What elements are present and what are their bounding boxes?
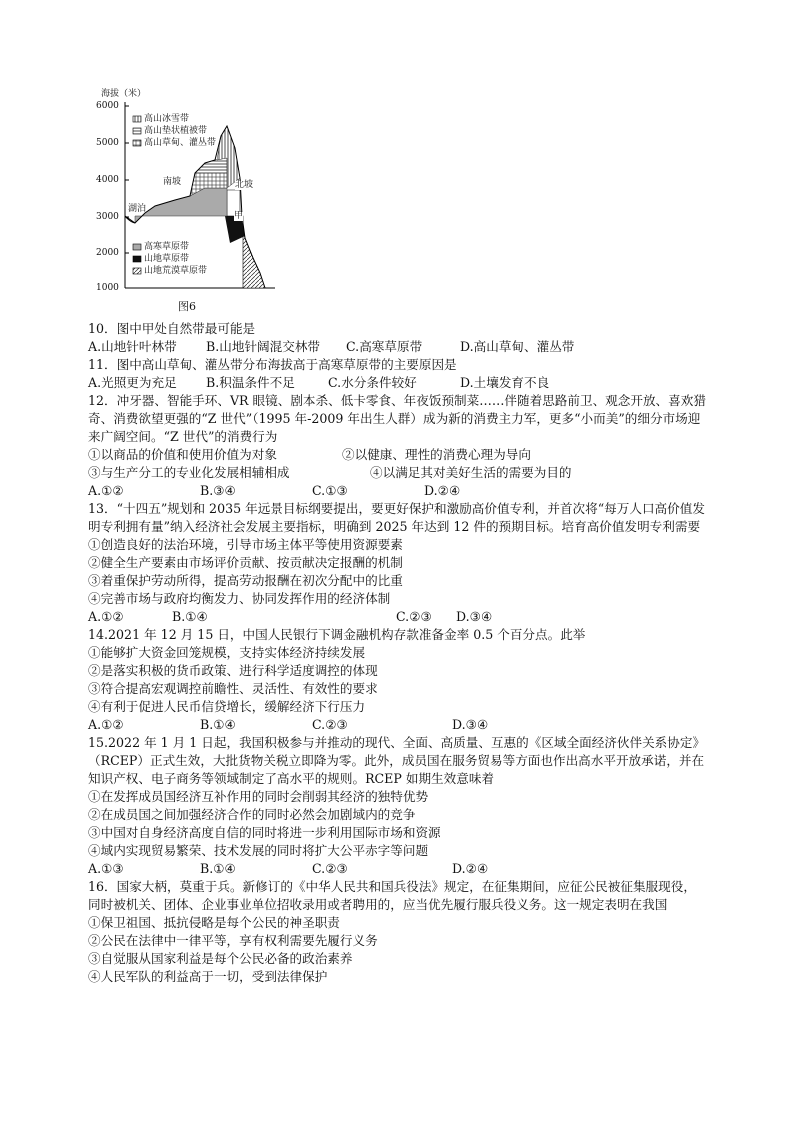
question-list (88, 320, 708, 986)
q11-options (88, 374, 708, 392)
alpine-steppe-band (135, 188, 227, 223)
statement: ④有利于促进人民币信贷增长，缓解经济下行压力 (88, 699, 366, 714)
legend-label: 山地荒漠草原带 (144, 266, 208, 276)
statement: ③着重保护劳动所得，提高劳动报酬在初次分配中的比重 (88, 573, 403, 588)
option: D.土壤发育不良 (460, 375, 550, 390)
option: D.③④ (456, 609, 493, 624)
option: D.③④ (452, 717, 489, 732)
figure-caption: 图6 (178, 300, 196, 313)
option: B.积温条件不足 (206, 375, 295, 390)
statement: ④人民军队的利益高于一切，受到法律保护 (88, 969, 328, 984)
tick-label: 6000 (96, 101, 119, 111)
q11-stem: 11．图中高山草甸、灌丛带分布海拔高于高寒草原带的主要原因是 (88, 357, 457, 372)
option: B.①④ (172, 609, 208, 624)
statement: ③符合提高宏观调控前瞻性、灵活性、有效性的要求 (88, 681, 378, 696)
option: B.①④ (200, 861, 236, 876)
statement: ④以满足其对美好生活的需要为目的 (370, 465, 572, 480)
q15-stem: 15.2022 年 1 月 1 日起，我国积极参与并推动的现代、全面、高质量、互惠的《区域全面经济伙伴关系协定》（RCEP）正式生效，大批货物关税立即降为零。此外，成员国在服务贸易等方面也作出高水平开放承诺，并在知识产权、电子商务等领域制定了高水平的规则。RCEP 如期生效意味着 (88, 735, 706, 786)
statement: ②健全生产要素由市场评价贡献、按贡献决定报酬的机制 (88, 555, 403, 570)
option: D.高山草甸、灌丛带 (460, 339, 575, 354)
legend-label: 高寒草原带 (144, 242, 190, 252)
figure-6 (95, 88, 280, 318)
statement: ②以健康、理性的消费心理为导向 (342, 447, 531, 462)
statement: ③中国对自身经济高度自信的同时将进一步利用国际市场和资源 (88, 825, 441, 840)
tick-label: 3000 (96, 212, 119, 222)
legend-label: 高山草甸、灌丛带 (144, 138, 217, 148)
q15-options (88, 860, 708, 878)
tick-label: 1000 (96, 283, 119, 293)
q10-stem: 10．图中甲处自然带最可能是 (88, 321, 256, 336)
option: A.①② (88, 609, 124, 624)
statement: ①以商品的价值和使用价值为对象 (88, 447, 277, 462)
q12-statements-row2 (88, 464, 708, 482)
option: C.②③ (312, 717, 348, 732)
q16-stem: 16．国家大柄，莫重于兵。新修订的《中华人民共和国兵役法》规定，在征集期间，应征公民被征集服现役，同时被机关、团体、企业事业单位招收录用或者聘用的，应当优先履行服兵役义务。这一规定表明在我国 (88, 879, 696, 912)
statement: ③自觉服从国家利益是每个公民必备的政治素养 (88, 951, 353, 966)
north-slope-label: 北坡 (235, 180, 254, 190)
q12-stem: 12．冲牙器、智能手环、VR 眼镜、剧本杀、低卡零食、年夜饭预制菜……伴随着思路前卫、观念开放、喜欢猎奇、消费欲望更强的“Z 世代”（1995 年-2009 年出生人群）成为新的消费主力军，更多“小而美”的细分市场迎来广阔空间。“Z 世代”的消费行为 (88, 393, 706, 444)
tick-label: 4000 (96, 175, 119, 185)
option: A.①② (88, 717, 124, 732)
option: C.②③ (396, 609, 432, 624)
cushion-vegetation-band (195, 158, 227, 173)
option: C.②③ (312, 861, 348, 876)
q14-stem: 14.2021 年 12 月 15 日，中国人民银行下调金融机构存款准备金率 0.5 个百分点。此举 (88, 627, 586, 642)
q13-stem: 13．“十四五”规划和 2035 年远景目标纲要提出，要更好保护和激励高价值专利，并首次将“每万人口高价值发明专利拥有量”纳入经济社会发展主要指标，明确到 2025 年达到 12 件的预期目标。培育高价值发明专利需要 (88, 501, 705, 534)
statement: ①能够扩大资金回笼规模，支持实体经济持续发展 (88, 645, 366, 660)
jia-label: 甲 (234, 211, 244, 221)
legend-label: 高山冰雪带 (144, 114, 190, 124)
option: B.③④ (200, 483, 236, 498)
tick-label: 2000 (96, 248, 119, 258)
option: B.山地针阔混交林带 (206, 339, 321, 354)
q14-options (88, 716, 708, 734)
option: C.高寒草原带 (346, 339, 423, 354)
option: B.①④ (200, 717, 236, 732)
legend-label: 山地草原带 (144, 254, 190, 264)
lake-label: 湖泊 (128, 204, 147, 214)
statement: ①创造良好的法治环境，引导市场主体平等使用资源要素 (88, 537, 403, 552)
legend-label: 高山垫状植被带 (144, 126, 208, 136)
option: D.②④ (452, 861, 489, 876)
statement: ④完善市场与政府均衡发力、协同发挥作用的经济体制 (88, 591, 391, 606)
option: A.山地针叶林带 (88, 339, 177, 354)
statement: ②公民在法律中一律平等，享有权利需要先履行义务 (88, 933, 378, 948)
statement: ③与生产分工的专业化发展相辅相成 (88, 465, 290, 480)
q12-options (88, 482, 708, 500)
q13-options (88, 608, 708, 626)
option: A.①③ (88, 861, 124, 876)
south-slope-label: 南坡 (163, 177, 182, 187)
statement: ②在成员国之间加强经济合作的同时必然会加剧域内的竞争 (88, 807, 416, 822)
statement: ①保卫祖国、抵抗侵略是每个公民的神圣职责 (88, 915, 340, 930)
statement: ②是落实积极的货币政策、进行科学适度调控的体现 (88, 663, 378, 678)
tick-label: 5000 (96, 138, 119, 148)
option: D.②④ (424, 483, 461, 498)
option: A.①② (88, 483, 124, 498)
option: C.①③ (312, 483, 348, 498)
statement: ①在发挥成员国经济互补作用的同时会削弱其经济的独特优势 (88, 789, 429, 804)
statement: ④域内实现贸易繁荣、技术发展的同时将扩大公平赤字等问题 (88, 843, 429, 858)
option: A.光照更为充足 (88, 375, 177, 390)
q12-statements-row1 (88, 446, 708, 464)
q10-options (88, 338, 708, 356)
y-axis-label: 海拔（米） (101, 89, 147, 99)
option: C.水分条件较好 (328, 375, 417, 390)
